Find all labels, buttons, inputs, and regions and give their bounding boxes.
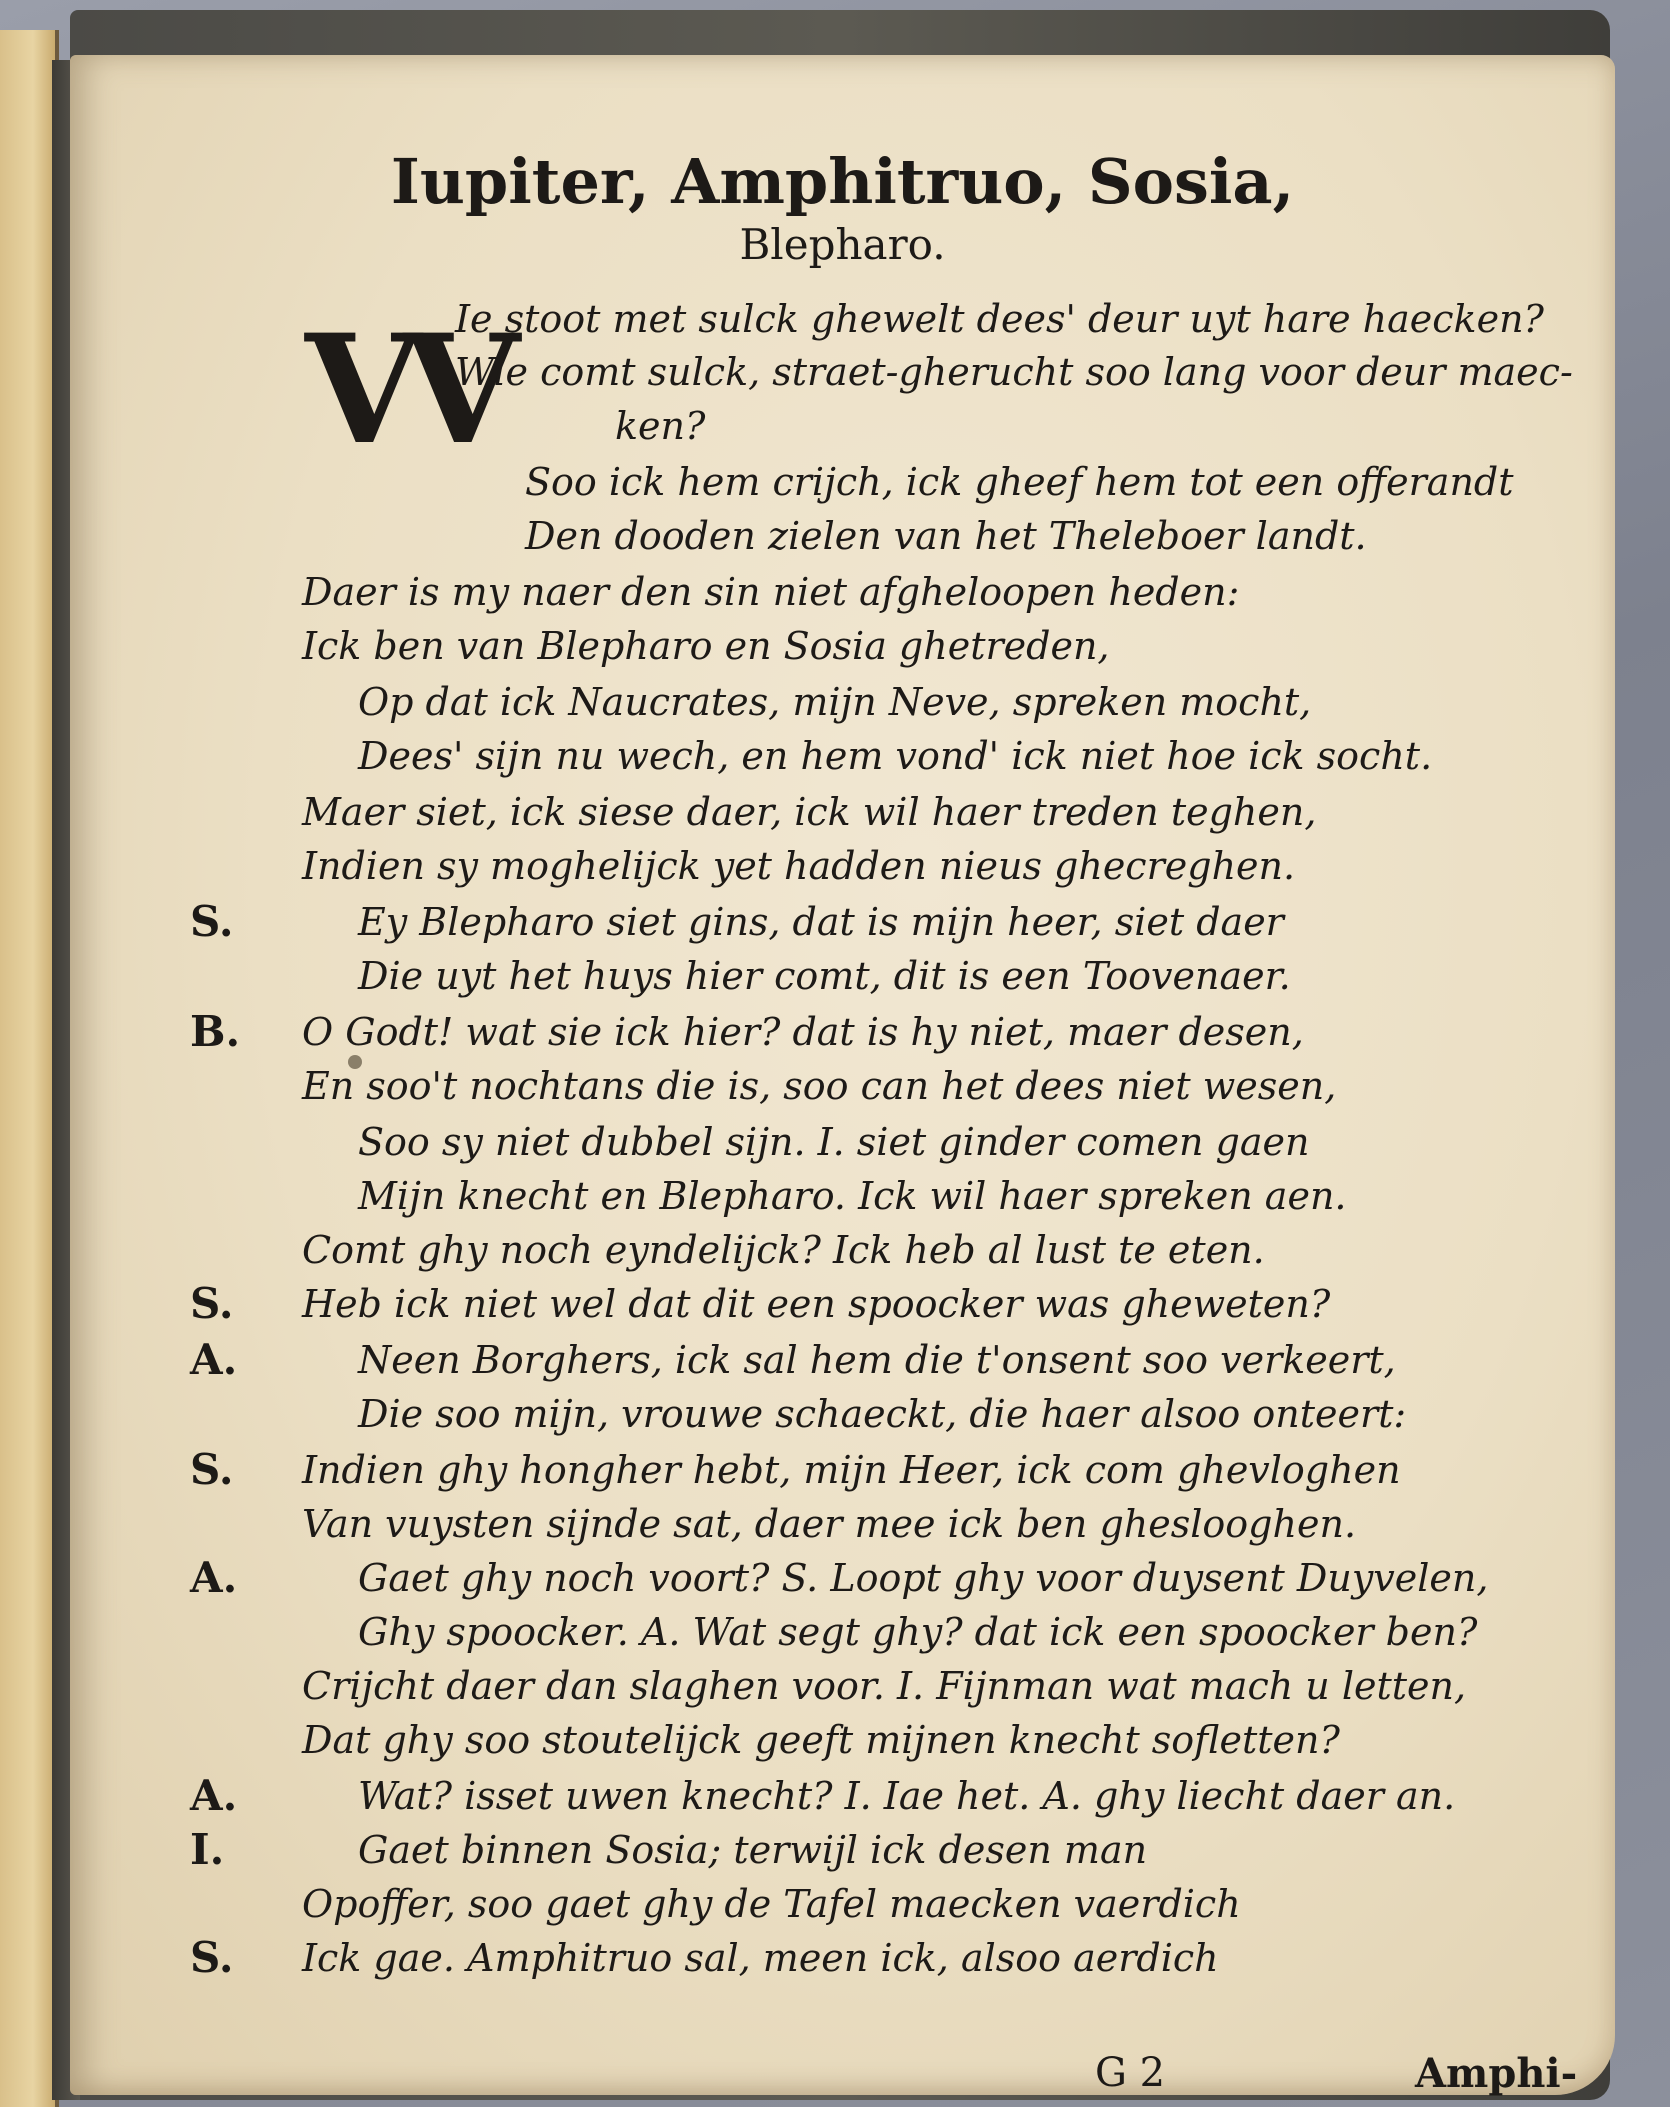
speaker-label: I. <box>190 1825 225 1874</box>
verse-line: Heb ick niet wel dat dit een spoocker was gheweten? <box>302 1282 1331 1326</box>
verse-line: Ick ben van Blepharo en Sosia ghetreden, <box>302 624 1110 668</box>
verse-line: Soo ick hem crijch, ick gheef hem tot een offerandt <box>525 460 1514 504</box>
speaker-label: A. <box>190 1553 238 1602</box>
verse-line: Comt ghy noch eyndelijck? Ick heb al lust te eten. <box>302 1228 1265 1272</box>
verse-line: Van vuysten sijnde sat, daer mee ick ben gheslooghen. <box>302 1502 1357 1546</box>
verse-line: Gaet binnen Sosia; terwijl ick desen man <box>358 1828 1148 1872</box>
speaker-label: S. <box>190 1279 234 1328</box>
verse-line: Indien ghy hongher hebt, mijn Heer, ick com ghevloghen <box>302 1448 1401 1492</box>
verse-line: En soo't nochtans die is, soo can het dees niet wesen, <box>302 1064 1337 1108</box>
verse-line: Daer is my naer den sin niet afgheloopen heden: <box>302 570 1240 614</box>
verse-line: Wat? isset uwen knecht? I. Iae het. A. ghy liecht daer an. <box>358 1774 1456 1818</box>
verse-line: Die uyt het huys hier comt, dit is een Toovenaer. <box>358 954 1291 998</box>
verse-line: ken? <box>615 404 706 448</box>
verse-line: Op dat ick Naucrates, mijn Neve, spreken mocht, <box>358 680 1312 724</box>
speaker-label: S. <box>190 1933 234 1982</box>
verse-line: Den dooden zielen van het Theleboer landt. <box>525 514 1367 558</box>
verse-line: Maer siet, ick siese daer, ick wil haer treden teghen, <box>302 790 1317 834</box>
speaker-label: A. <box>190 1335 238 1384</box>
verse-line: Dat ghy soo stoutelijck geeft mijnen knecht sofletten? <box>302 1718 1340 1762</box>
speaker-label: S. <box>190 1445 234 1494</box>
verse-line: Mijn knecht en Blepharo. Ick wil haer spreken aen. <box>358 1174 1347 1218</box>
verse-line: Indien sy moghelijck yet hadden nieus ghecreghen. <box>302 844 1296 888</box>
scene-heading: Iupiter, Amphitruo, Sosia, <box>390 145 1295 218</box>
verse-line: Gaet ghy noch voort? S. Loopt ghy voor duysent Duyvelen, <box>358 1556 1489 1600</box>
verse-line: Neen Borghers, ick sal hem die t'onsent soo verkeert, <box>358 1338 1396 1382</box>
verse-line: Opoffer, soo gaet ghy de Tafel maecken vaerdich <box>302 1882 1241 1926</box>
verse-line: Ghy spoocker. A. Wat segt ghy? dat ick een spoocker ben? <box>358 1610 1478 1654</box>
verse-line: Crijcht daer dan slaghen voor. I. Fijnman wat mach u letten, <box>302 1664 1467 1708</box>
book-page <box>70 55 1615 2095</box>
speaker-label: A. <box>190 1771 238 1820</box>
speaker-label: S. <box>190 897 234 946</box>
verse-line: Ie stoot met sulck ghewelt dees' deur uyt hare haecken? <box>455 297 1544 341</box>
verse-line: Ey Blepharo siet gins, dat is mijn heer, siet daer <box>358 900 1284 944</box>
signature-mark: G 2 <box>1095 2050 1166 2096</box>
verse-line: Soo sy niet dubbel sijn. I. siet ginder comen gaen <box>358 1120 1310 1164</box>
speaker-label: B. <box>190 1007 241 1056</box>
verse-line: Ick gae. Amphitruo sal, meen ick, alsoo aerdich <box>302 1936 1219 1980</box>
catchword: Amphi- <box>1415 2050 1578 2097</box>
verse-line: Wie comt sulck, straet-gherucht soo lang voor deur maec- <box>455 350 1573 394</box>
drop-cap: VV <box>305 302 502 478</box>
scene-heading-continued: Blepharo. <box>739 220 946 269</box>
verse-line: O Godt! wat sie ick hier? dat is hy niet, maer desen, <box>302 1010 1304 1054</box>
verse-line: Dees' sijn nu wech, en hem vond' ick niet hoe ick socht. <box>358 734 1433 778</box>
verse-line: Die soo mijn, vrouwe schaeckt, die haer alsoo onteert: <box>358 1392 1407 1436</box>
facing-page-edge <box>0 30 59 2107</box>
